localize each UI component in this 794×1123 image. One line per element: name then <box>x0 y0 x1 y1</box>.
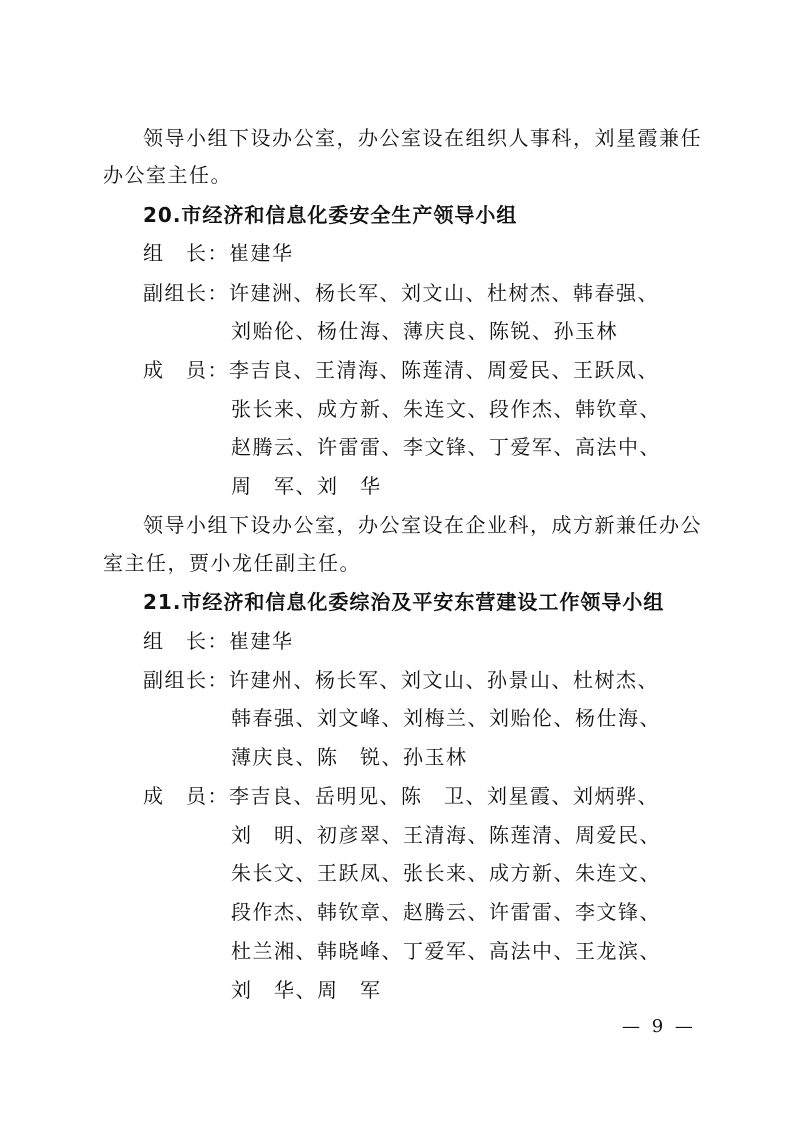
group-20-leader: 组 长：崔建华 <box>143 241 294 265</box>
group-20-deputy-line-2: 刘贻伦、杨仕海、薄庆良、陈锐、孙玉林 <box>231 319 618 343</box>
group-20-office-line-1: 领导小组下设办公室，办公室设在企业科，成方新兼任办公 <box>143 513 702 537</box>
page-number: — 9 — <box>622 1016 696 1037</box>
group-21-members-line-2: 刘 明、初彦翠、王清海、陈莲清、周爱民、 <box>231 823 661 847</box>
group-21-leader: 组 长：崔建华 <box>143 629 294 653</box>
group-20-title: 20.市经济和信息化委安全生产领导小组 <box>143 203 518 227</box>
group-20-members-line-2: 张长来、成方新、朱连文、段作杰、韩钦章、 <box>231 397 661 421</box>
group-21-title: 21.市经济和信息化委综治及平安东营建设工作领导小组 <box>143 590 665 614</box>
group-21-deputy-line-3: 薄庆良、陈 锐、孙玉林 <box>231 745 468 769</box>
group-21-members-line-6: 刘 华、周 军 <box>231 978 382 1002</box>
group-20-members-line-1: 成 员：李吉良、王清海、陈莲清、周爱民、王跃凤、 <box>143 358 659 382</box>
group-20-deputy-line-1: 副组长：许建洲、杨长军、刘文山、杜树杰、韩春强、 <box>143 281 659 305</box>
group-21-deputy-line-1: 副组长：许建州、杨长军、刘文山、孙景山、杜树杰、 <box>143 668 659 692</box>
group-21-members-line-1: 成 员：李吉良、岳明见、陈 卫、刘星霞、刘炳骅、 <box>143 784 659 808</box>
group-21-members-line-3: 朱长文、王跃凤、张长来、成方新、朱连文、 <box>231 861 661 885</box>
group-21-deputy-line-2: 韩春强、刘文峰、刘梅兰、刘贻伦、杨仕海、 <box>231 706 661 730</box>
group-21-members-line-5: 杜兰湘、韩晓峰、丁爱军、高法中、王龙滨、 <box>231 939 661 963</box>
group-21-members-line-4: 段作杰、韩钦章、赵腾云、许雷雷、李文锋、 <box>231 900 661 924</box>
paragraph-1-line-1: 领导小组下设办公室，办公室设在组织人事科，刘星霞兼任 <box>143 126 702 150</box>
group-20-members-line-3: 赵腾云、许雷雷、李文锋、丁爱军、高法中、 <box>231 435 661 459</box>
paragraph-1-line-2: 办公室主任。 <box>103 163 232 187</box>
group-20-members-line-4: 周 军、刘 华 <box>231 474 382 498</box>
group-20-office-line-2: 室主任，贾小龙任副主任。 <box>103 551 361 575</box>
